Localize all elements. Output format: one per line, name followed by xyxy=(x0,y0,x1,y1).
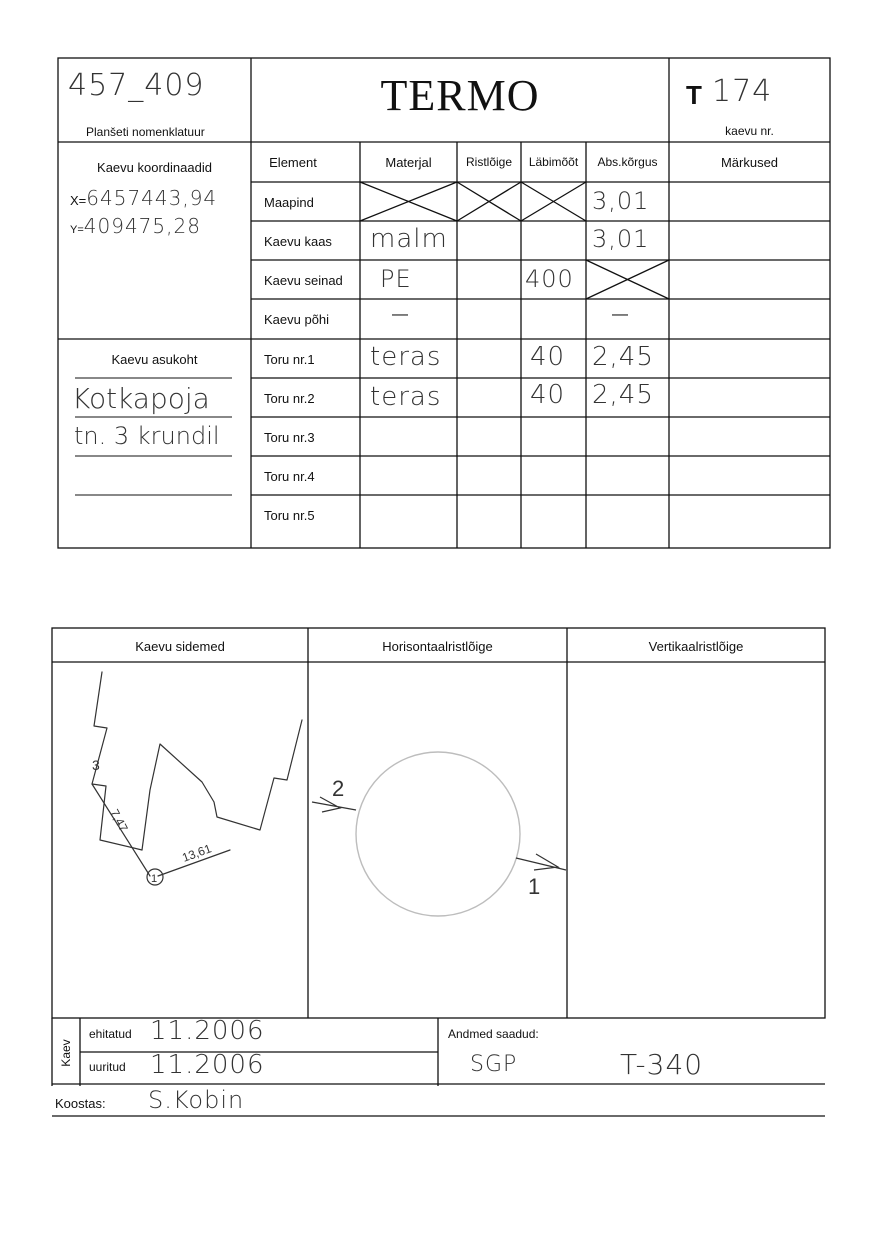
sketch-label-3: 3 xyxy=(92,757,100,773)
row-element: Toru nr.3 xyxy=(264,430,315,445)
coord-x-value: 6457443,94 xyxy=(86,186,218,210)
coord-x-prefix: X= xyxy=(70,193,87,208)
built-value: 11.2006 xyxy=(150,1016,265,1046)
col-title-horizontal: Horisontaalristlõige xyxy=(382,639,493,654)
col-header-abs-height: Abs.kõrgus xyxy=(597,155,658,169)
building-outline-right xyxy=(142,720,302,850)
row-material: teras xyxy=(370,382,442,412)
row-abs-height: 3,01 xyxy=(592,225,650,253)
location-line2: tn. 3 krundil xyxy=(74,422,220,450)
location-label: Kaevu asukoht xyxy=(111,352,198,367)
well-links-sketch xyxy=(52,662,308,1018)
well-number: 174 xyxy=(712,74,773,109)
row-material: PE xyxy=(380,265,412,293)
well-label: kaevu nr. xyxy=(725,124,774,138)
data-reference-value: T-340 xyxy=(620,1048,704,1081)
row-material: teras xyxy=(370,342,442,372)
well-outline-circle xyxy=(356,752,520,916)
coord-y xyxy=(70,214,201,238)
row-element: Kaevu seinad xyxy=(264,273,343,288)
coord-x xyxy=(70,186,217,210)
row-element: Toru nr.4 xyxy=(264,469,315,484)
col-title-links: Kaevu sidemed xyxy=(135,639,225,654)
col-title-vertical: Vertikaalristlõige xyxy=(648,639,744,654)
sheet-number: 457_409 xyxy=(68,68,205,103)
well-prefix: T xyxy=(686,80,702,110)
pipe-1-arrow xyxy=(516,854,566,870)
row-abs-height: 2,45 xyxy=(592,380,654,410)
author-label: Koostas: xyxy=(55,1096,106,1111)
pipe-label-1: 1 xyxy=(528,874,541,899)
coords-label: Kaevu koordinaadid xyxy=(97,160,212,175)
row-abs-height: — xyxy=(612,306,628,323)
pipe-label-2: 2 xyxy=(332,776,345,801)
row-abs-height: 2,45 xyxy=(592,342,654,372)
form-title: TERMO xyxy=(380,71,540,120)
col-header-cross-section: Ristlõige xyxy=(465,155,513,169)
row-diameter: 400 xyxy=(525,265,574,293)
row-element: Kaevu kaas xyxy=(264,234,332,249)
sketch-label-1: 1 xyxy=(151,873,158,885)
row-diameter: 40 xyxy=(530,342,566,372)
surveyed-value: 11.2006 xyxy=(150,1050,265,1080)
row-diameter: 40 xyxy=(530,380,566,410)
row-element: Toru nr.1 xyxy=(264,352,315,367)
sheet-label: Planšeti nomenklatuur xyxy=(86,125,205,139)
data-source-value: SGP xyxy=(470,1052,518,1077)
row-element: Toru nr.2 xyxy=(264,391,315,406)
author-value: S.Kobin xyxy=(148,1086,245,1114)
col-header-element: Element xyxy=(269,155,317,170)
kaev-label: Kaev xyxy=(59,1039,73,1067)
surveyed-label: uuritud xyxy=(89,1060,126,1074)
horizontal-section-diagram xyxy=(308,662,567,1018)
row-element: Toru nr.5 xyxy=(264,508,315,523)
row-material: malm xyxy=(370,224,448,254)
col-header-material: Materjal xyxy=(385,155,432,170)
col-header-notes: Märkused xyxy=(720,155,779,170)
built-label: ehitatud xyxy=(89,1027,132,1041)
sketch-dim-b: 13,61 xyxy=(180,841,214,865)
row-element: Maapind xyxy=(264,195,314,210)
row-abs-height: 3,01 xyxy=(592,187,650,215)
data-source-label: Andmed saadud: xyxy=(448,1027,539,1041)
coord-y-prefix: Y= xyxy=(70,224,84,236)
col-header-diameter: Läbimõõt xyxy=(528,155,579,169)
coord-y-value: 409475,28 xyxy=(83,214,201,238)
location-line1: Kotkapoja xyxy=(72,382,210,415)
sketch-dim-a: 7,47 xyxy=(107,806,131,835)
row-element: Kaevu põhi xyxy=(264,312,330,327)
row-material: — xyxy=(392,306,408,323)
